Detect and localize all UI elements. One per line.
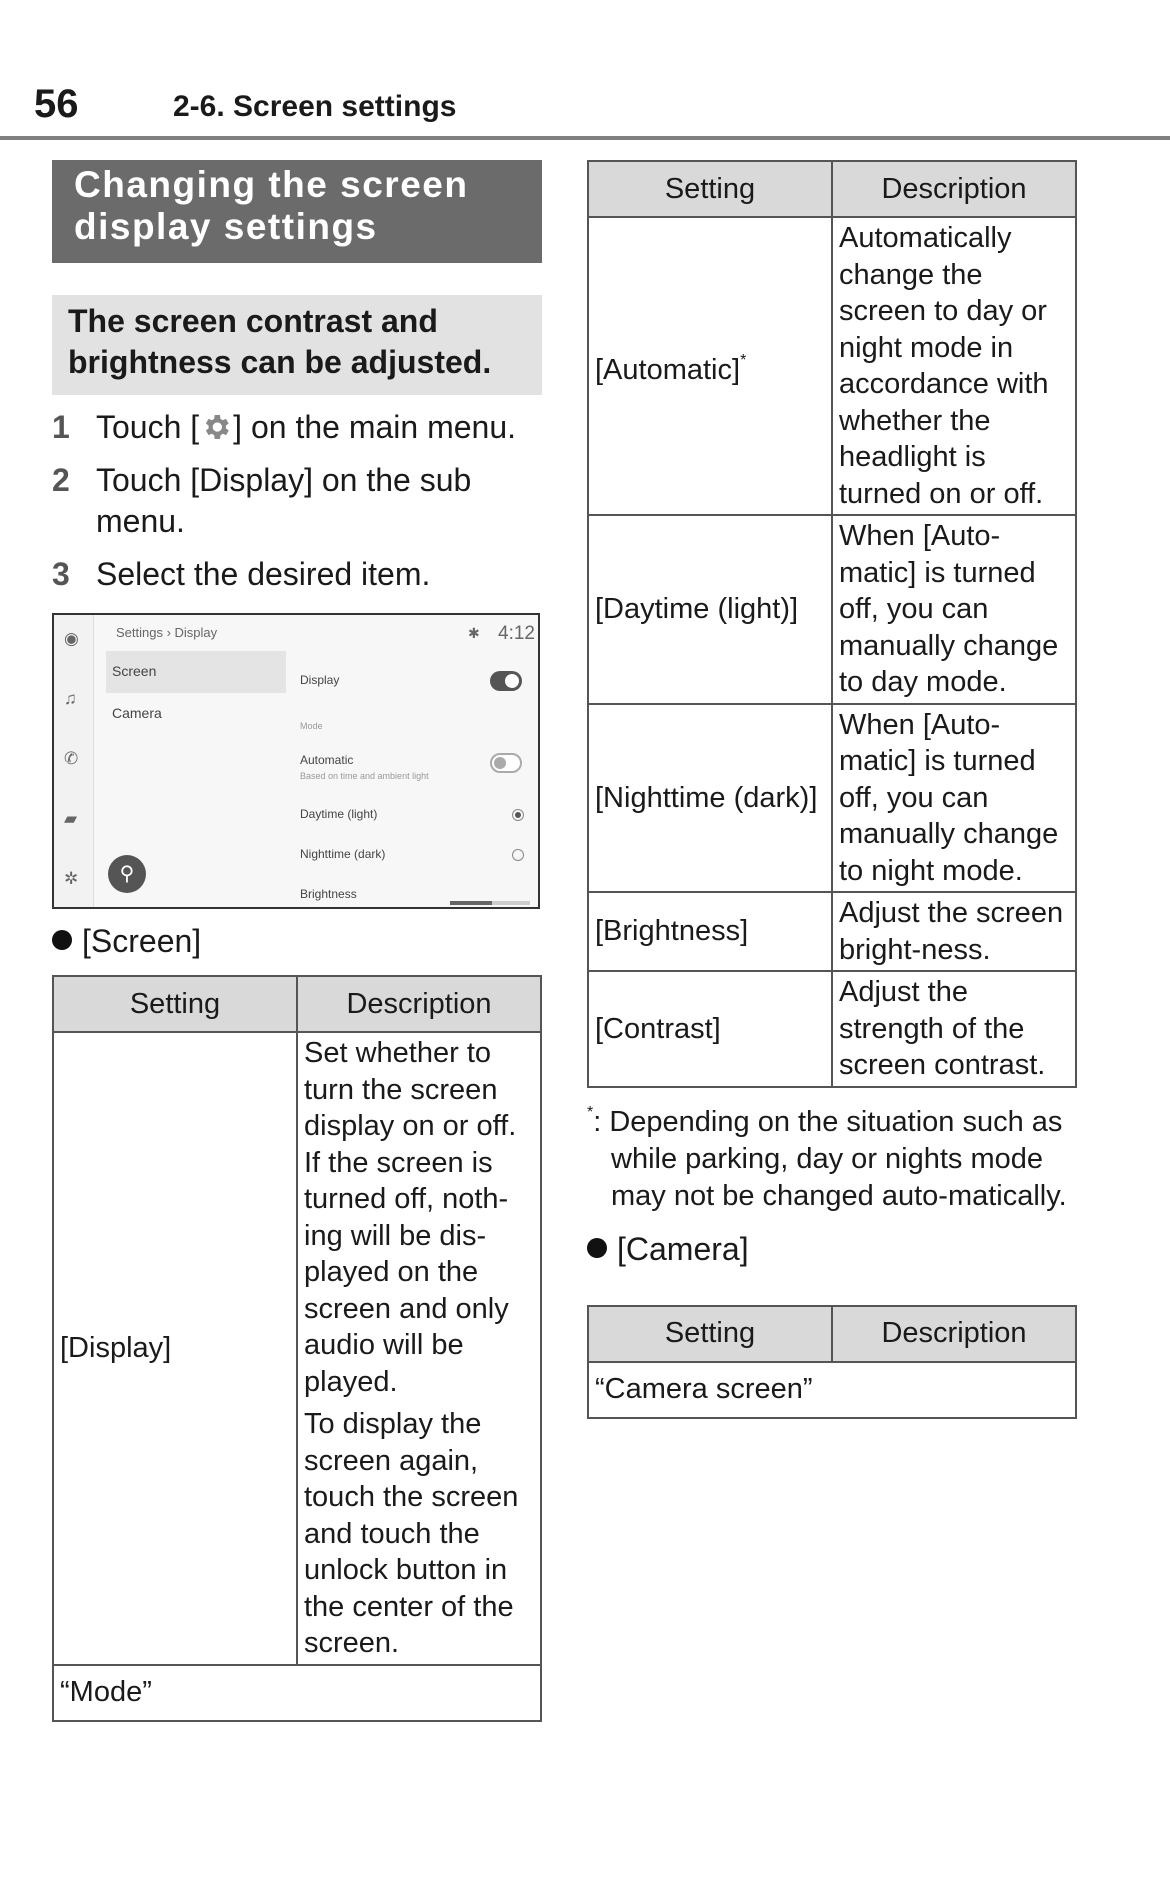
section-title: Changing the screen display settings — [52, 160, 542, 263]
step-text: Touch [Display] on the sub menu. — [96, 462, 472, 539]
header-description: Description — [832, 161, 1076, 217]
step-text-before: Touch [ — [96, 409, 200, 445]
header-setting: Setting — [588, 161, 832, 217]
screenshot-sidebar — [54, 615, 94, 907]
table-header-row — [53, 976, 541, 1032]
table-row — [588, 217, 1076, 515]
screenshot-brightness-slider — [450, 901, 530, 905]
bullet-dot-icon — [52, 930, 72, 950]
screenshot-display-toggle — [490, 671, 522, 691]
camera-screen-row: “Camera screen” — [588, 1362, 1076, 1418]
table-header-row — [588, 161, 1076, 217]
step-2 — [52, 460, 542, 542]
camera-settings-table — [587, 1305, 1077, 1419]
setting-daytime: [Daytime (light)] — [588, 515, 832, 704]
header-setting: Setting — [53, 976, 297, 1032]
screenshot-menu-camera: Camera — [112, 705, 162, 721]
camera-bullet-text: [Camera] — [617, 1230, 749, 1267]
screenshot-menu-screen: Screen — [112, 663, 157, 679]
setting-automatic — [588, 217, 832, 515]
setting-nighttime: [Nighttime (dark)] — [588, 704, 832, 893]
table-row — [53, 1665, 541, 1721]
screenshot-display-label: Display — [300, 673, 340, 687]
left-column — [52, 160, 542, 1722]
media-icon: ◉ — [64, 629, 79, 648]
contrast-description: Adjust the strength of the screen contrast. — [832, 971, 1076, 1087]
table-header-row — [588, 1306, 1076, 1362]
screenshot-nighttime-label: Nighttime (dark) — [300, 847, 386, 861]
header-description: Description — [297, 976, 541, 1032]
setting-contrast: [Contrast] — [588, 971, 832, 1087]
step-text: Select the desired item. — [96, 556, 431, 592]
page-header — [0, 78, 1170, 140]
table-row — [588, 515, 1076, 704]
screenshot-brightness-label: Brightness — [300, 887, 357, 901]
screenshot-breadcrumb: Settings › Display — [116, 625, 218, 640]
screen-bullet-text: [Screen] — [82, 923, 202, 959]
display-description — [297, 1032, 541, 1665]
screenshot-automatic-label: Automatic — [300, 753, 354, 767]
footnote-text: : Depending on the situation such as while parking, day or nights mode may not be changed auto-matically. — [593, 1105, 1067, 1212]
table-row — [588, 971, 1076, 1087]
steps-list — [52, 407, 542, 595]
step-text-after: ] on the main menu. — [233, 409, 516, 445]
step-number: 1 — [52, 409, 70, 445]
screenshot-automatic-sublabel: Based on time and ambient light — [300, 771, 429, 781]
setting-display: [Display] — [53, 1032, 297, 1665]
nighttime-description: When [Auto-matic] is turned off, you can manually change to night mode. — [832, 704, 1076, 893]
step-number: 3 — [52, 556, 70, 592]
screenshot-automatic-toggle — [490, 753, 522, 773]
page-number: 56 — [34, 82, 79, 126]
screen-bullet — [52, 921, 542, 961]
daytime-description: When [Auto-matic] is turned off, you can manually change to day mode. — [832, 515, 1076, 704]
mode-row: “Mode” — [53, 1665, 541, 1721]
chapter-title: 2-6. Screen settings — [173, 90, 457, 123]
table-row — [588, 892, 1076, 971]
car-icon: ▰ — [64, 809, 78, 828]
screenshot-mode-label: Mode — [300, 721, 323, 731]
step-1 — [52, 407, 542, 448]
settings-gear-icon: ✲ — [64, 869, 79, 888]
brightness-description: Adjust the screen bright-ness. — [832, 892, 1076, 971]
display-settings-screenshot — [52, 613, 540, 909]
display-description-1: Set whether to turn the screen display on or off. If the screen is turned off, noth-ing will be dis-played on the screen and only audio will be played. — [304, 1037, 517, 1398]
footnote-marker: * — [740, 352, 747, 370]
camera-bullet — [587, 1229, 1077, 1269]
header-description: Description — [832, 1306, 1076, 1362]
footnote — [587, 1094, 1077, 1215]
phone-icon: ✆ — [64, 749, 79, 768]
bluetooth-icon: ✱ — [468, 625, 480, 641]
screen-settings-table — [52, 975, 542, 1722]
mode-settings-table — [587, 160, 1077, 1088]
table-row — [53, 1032, 541, 1665]
automatic-description: Automatically change the screen to day or night mode in accordance with whether the headlight is turned on or off. — [832, 217, 1076, 515]
setting-brightness: [Brightness] — [588, 892, 832, 971]
header-setting: Setting — [588, 1306, 832, 1362]
screenshot-nighttime-radio — [512, 849, 524, 861]
step-3 — [52, 554, 542, 595]
table-row — [588, 704, 1076, 893]
display-description-2: To display the screen again, touch the screen and touch the unlock button in the center of the screen. — [304, 1408, 519, 1659]
screenshot-daytime-radio — [512, 809, 524, 821]
right-column — [587, 160, 1077, 1419]
bullet-dot-icon — [587, 1238, 607, 1258]
footnote-marker: * — [587, 1103, 594, 1121]
music-icon: ♫ — [64, 689, 77, 708]
screenshot-clock: 4:12 — [498, 623, 535, 644]
screenshot-daytime-label: Daytime (light) — [300, 807, 378, 821]
table-row — [588, 1362, 1076, 1418]
step-number: 2 — [52, 462, 70, 498]
setting-automatic-text: [Automatic] — [595, 354, 741, 387]
gear-icon — [199, 411, 233, 443]
search-icon: ⚲ — [108, 855, 146, 893]
section-subtitle: The screen contrast and brightness can be adjusted. — [52, 295, 542, 395]
